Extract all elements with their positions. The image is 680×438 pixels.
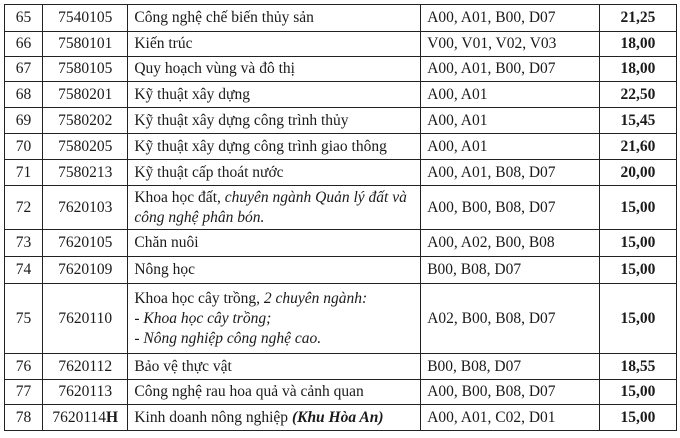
major-name: Bảo vệ thực vật	[128, 354, 421, 380]
major-code: 7580201	[43, 82, 128, 108]
table-row	[5, 284, 677, 354]
subject-combinations: A00, B00, B08, D07	[421, 186, 600, 230]
cutoff-score: 15,00	[599, 186, 676, 230]
subject-combinations: A00, A01, C02, D01	[421, 405, 600, 431]
row-number: 78	[5, 405, 43, 431]
subject-combinations: A00, A01, B00, D07	[421, 5, 600, 32]
major-name: Chăn nuôi	[128, 230, 421, 257]
cutoff-score: 22,50	[599, 82, 676, 108]
major-code: 7580213	[43, 160, 128, 186]
table-row	[5, 230, 677, 257]
major-code: 7580205	[43, 134, 128, 160]
admission-scores-table	[4, 4, 677, 431]
row-number: 77	[5, 380, 43, 405]
major-code: 7540105	[43, 5, 128, 32]
major-code: 7620103	[43, 186, 128, 230]
major-name: Kiến trúc	[128, 32, 421, 57]
major-name: Công nghệ rau hoa quả và cảnh quan	[128, 380, 421, 405]
subject-combinations: B00, B08, D07	[421, 257, 600, 284]
row-number: 75	[5, 284, 43, 354]
row-number: 66	[5, 32, 43, 57]
subject-combinations: A00, A01	[421, 82, 600, 108]
campus-note: (Khu Hòa An)	[291, 408, 384, 426]
major-name-main: Khoa học đất,	[134, 188, 225, 206]
cutoff-score: 21,25	[599, 5, 676, 32]
table-row	[5, 5, 677, 32]
row-number: 65	[5, 5, 43, 32]
major-name	[128, 284, 421, 354]
table-row	[5, 160, 677, 186]
cutoff-score: 18,00	[599, 32, 676, 57]
cutoff-score: 18,00	[599, 57, 676, 82]
row-number: 73	[5, 230, 43, 257]
major-name: Kỹ thuật cấp thoát nước	[128, 160, 421, 186]
major-specialization: chuyên ngành Quản lý đất và công nghệ phân bón.	[134, 188, 407, 226]
major-name	[128, 405, 421, 431]
row-number: 71	[5, 160, 43, 186]
major-name: Kỹ thuật xây dựng	[128, 82, 421, 108]
major-name: Kỹ thuật xây dựng công trình thủy	[128, 108, 421, 134]
major-name: Công nghệ chế biến thủy sản	[128, 5, 421, 32]
cutoff-score: 15,00	[599, 257, 676, 284]
row-number: 70	[5, 134, 43, 160]
table-row	[5, 257, 677, 284]
table-row	[5, 82, 677, 108]
row-number: 72	[5, 186, 43, 230]
major-name-line	[134, 289, 414, 309]
row-number: 76	[5, 354, 43, 380]
major-specialization-count: 2 chuyên ngành:	[263, 289, 368, 307]
major-code-main: 7620114	[52, 408, 107, 426]
table-row	[5, 32, 677, 57]
subject-combinations: A00, A01	[421, 134, 600, 160]
subject-combinations: A00, B00, B08, D07	[421, 380, 600, 405]
specialization-item: - Nông nghiệp công nghệ cao.	[134, 329, 322, 347]
subject-combinations: A00, A01	[421, 108, 600, 134]
major-code: 7620105	[43, 230, 128, 257]
row-number: 69	[5, 108, 43, 134]
major-name: Quy hoạch vùng và đô thị	[128, 57, 421, 82]
row-number: 68	[5, 82, 43, 108]
table-row	[5, 405, 677, 431]
cutoff-score: 15,00	[599, 405, 676, 431]
major-code: 7580105	[43, 57, 128, 82]
cutoff-score: 15,00	[599, 380, 676, 405]
subject-combinations: A00, A02, B00, B08	[421, 230, 600, 257]
row-number: 67	[5, 57, 43, 82]
major-code: 7620112	[43, 354, 128, 380]
major-code: 7620109	[43, 257, 128, 284]
subject-combinations: A00, A01, B00, D07	[421, 57, 600, 82]
table-row	[5, 380, 677, 405]
major-name: Kỹ thuật xây dựng công trình giao thông	[128, 134, 421, 160]
major-code: 7580101	[43, 32, 128, 57]
major-name	[128, 186, 421, 230]
table-row	[5, 108, 677, 134]
cutoff-score: 15,00	[599, 230, 676, 257]
major-name-main: Khoa học cây trồng,	[134, 289, 264, 307]
table-row	[5, 57, 677, 82]
subject-combinations: V00, V01, V02, V03	[421, 32, 600, 57]
table-row	[5, 354, 677, 380]
major-name-main: Kinh doanh nông nghiệp	[134, 408, 292, 426]
subject-combinations: A00, A01, B08, D07	[421, 160, 600, 186]
major-code-suffix: H	[106, 408, 119, 426]
cutoff-score: 21,60	[599, 134, 676, 160]
subject-combinations: B00, B08, D07	[421, 354, 600, 380]
major-code: 7620110	[43, 284, 128, 354]
major-name: Nông học	[128, 257, 421, 284]
cutoff-score: 18,55	[599, 354, 676, 380]
major-code: 7580202	[43, 108, 128, 134]
major-code: 7620113	[43, 380, 128, 405]
row-number: 74	[5, 257, 43, 284]
cutoff-score: 15,00	[599, 284, 676, 354]
major-code	[43, 405, 128, 431]
cutoff-score: 15,45	[599, 108, 676, 134]
table-row	[5, 186, 677, 230]
table-row	[5, 134, 677, 160]
cutoff-score: 20,00	[599, 160, 676, 186]
subject-combinations: A02, B00, B08, D07	[421, 284, 600, 354]
specialization-item: - Khoa học cây trồng;	[134, 309, 272, 327]
